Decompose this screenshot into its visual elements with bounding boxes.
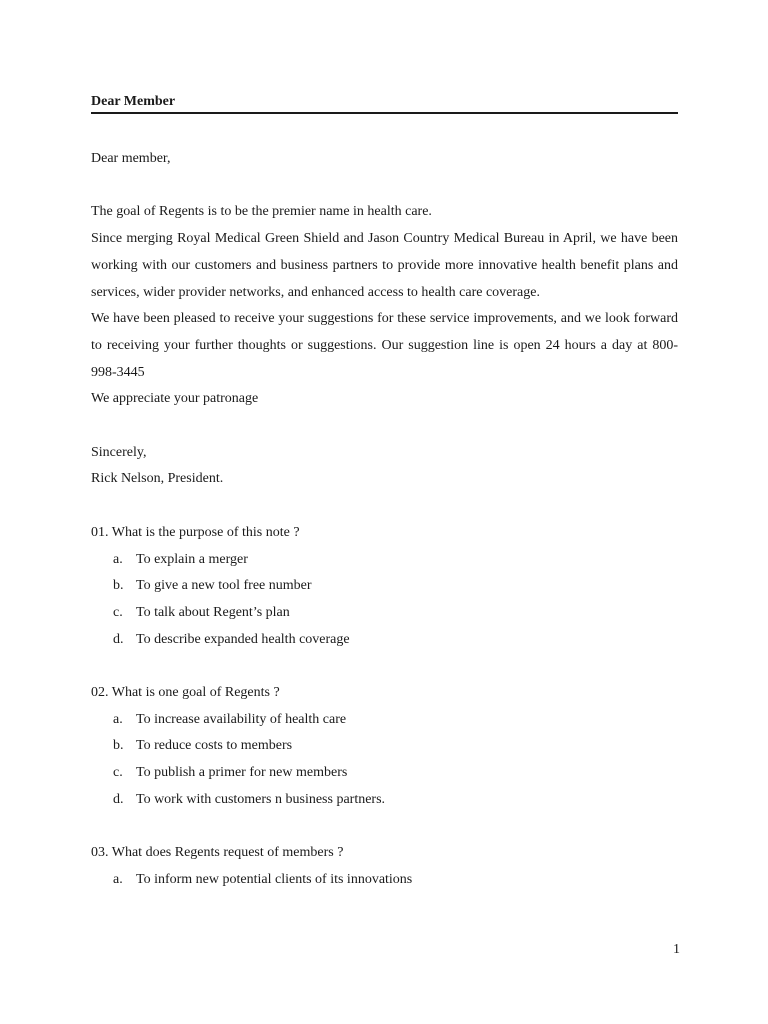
blank-line <box>91 413 678 440</box>
answer-option <box>91 600 678 627</box>
option-text: To give a new tool free number <box>136 578 312 594</box>
option-text: To publish a primer for new members <box>136 765 348 781</box>
option-marker: d. <box>113 631 124 647</box>
option-text: To describe expanded health coverage <box>136 631 350 647</box>
answer-options <box>91 547 678 654</box>
option-marker: b. <box>113 738 124 754</box>
letter-paragraph: We appreciate your patronage <box>91 391 259 407</box>
answer-option <box>91 760 678 787</box>
blank-line <box>91 814 678 841</box>
letter-greeting: Dear member, <box>91 151 171 166</box>
option-marker: a. <box>113 551 123 567</box>
heading-underline <box>91 112 678 114</box>
letter-paragraph: We have been pleased to receive your suggestions for these service improvements, and we look forward to receiving your further thoughts or suggestions. Our suggestion line is open 24 hours a day at 800-998-3445 <box>91 311 678 380</box>
answer-option <box>91 733 678 760</box>
option-marker: b. <box>113 578 124 594</box>
answer-option <box>91 573 678 600</box>
option-marker: a. <box>113 711 123 727</box>
option-text: To increase availability of health care <box>136 711 347 727</box>
blank-line <box>91 493 678 520</box>
option-marker: d. <box>113 791 124 807</box>
document-body <box>91 146 678 894</box>
option-text: To explain a merger <box>136 551 248 567</box>
option-text: To talk about Regent’s plan <box>136 604 290 620</box>
question-block <box>91 520 678 654</box>
blank-line <box>91 653 678 680</box>
option-text: To reduce costs to members <box>136 738 293 754</box>
answer-option <box>91 547 678 574</box>
option-text: To work with customers n business partners. <box>136 791 386 807</box>
letter-paragraph: The goal of Regents is to be the premier name in health care. <box>91 204 432 220</box>
question-prompt: 03. What does Regents request of members ? <box>91 845 344 861</box>
blank-line <box>91 173 678 200</box>
answer-options <box>91 707 678 814</box>
document-heading: Dear Member <box>91 94 176 109</box>
question-prompt: 02. What is one goal of Regents ? <box>91 685 280 700</box>
answer-options <box>91 867 678 894</box>
letter-signature: Rick Nelson, President. <box>91 471 224 487</box>
answer-option <box>91 707 678 734</box>
option-marker: c. <box>113 765 123 781</box>
answer-option <box>91 787 678 814</box>
question-prompt: 01. What is the purpose of this note ? <box>91 524 300 540</box>
answer-option <box>91 627 678 654</box>
option-marker: a. <box>113 871 123 887</box>
page-number: 1 <box>673 942 680 957</box>
answer-option <box>91 867 678 894</box>
option-text: To inform new potential clients of its innovations <box>136 871 413 887</box>
question-block <box>91 680 678 814</box>
question-block <box>91 840 678 893</box>
letter-closing: Sincerely, <box>91 444 147 460</box>
letter-paragraph: Since merging Royal Medical Green Shield and Jason Country Medical Bureau in April, we have been working with our customers and business partners to provide more innovative health benefit plans and services, wider provider networks, and enhanced access to health care coverage. <box>91 231 678 300</box>
option-marker: c. <box>113 604 123 620</box>
